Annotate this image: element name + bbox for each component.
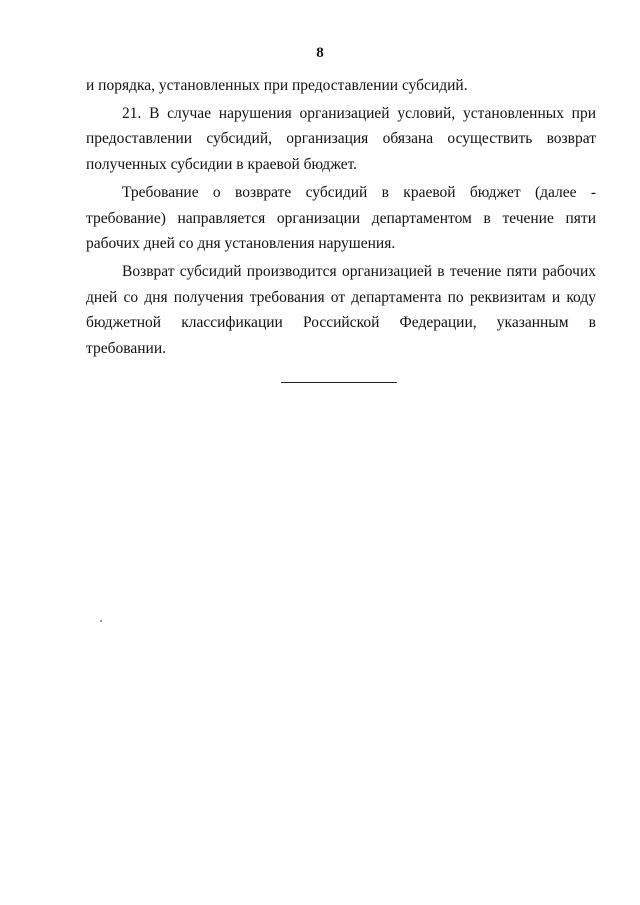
scan-speck (100, 620, 102, 622)
page-number: 8 (316, 45, 324, 61)
paragraph-refund: Возврат субсидий производится организацией в течение пяти рабочих дней со дня получения требования от департамента по реквизитам и коду бюджетной классификации Российской Федерации, указанным в требовании. (86, 262, 596, 358)
end-of-text-rule (281, 382, 397, 383)
paragraph-continuation: и порядка, установленных при предоставлении субсидий. (86, 77, 468, 94)
body-text (86, 73, 596, 362)
paragraph-clause-21: 21. В случае нарушения организацией условий, установленных при предоставлении субсидий, организация обязана осуществить возврат полученных субсидии в краевой бюджет. (86, 104, 596, 174)
paragraph-requirement: Требование о возврате субсидий в краевой бюджет (далее - требование) направляется организации департаментом в течение пяти рабочих дней со дня установления нарушения. (86, 183, 596, 253)
